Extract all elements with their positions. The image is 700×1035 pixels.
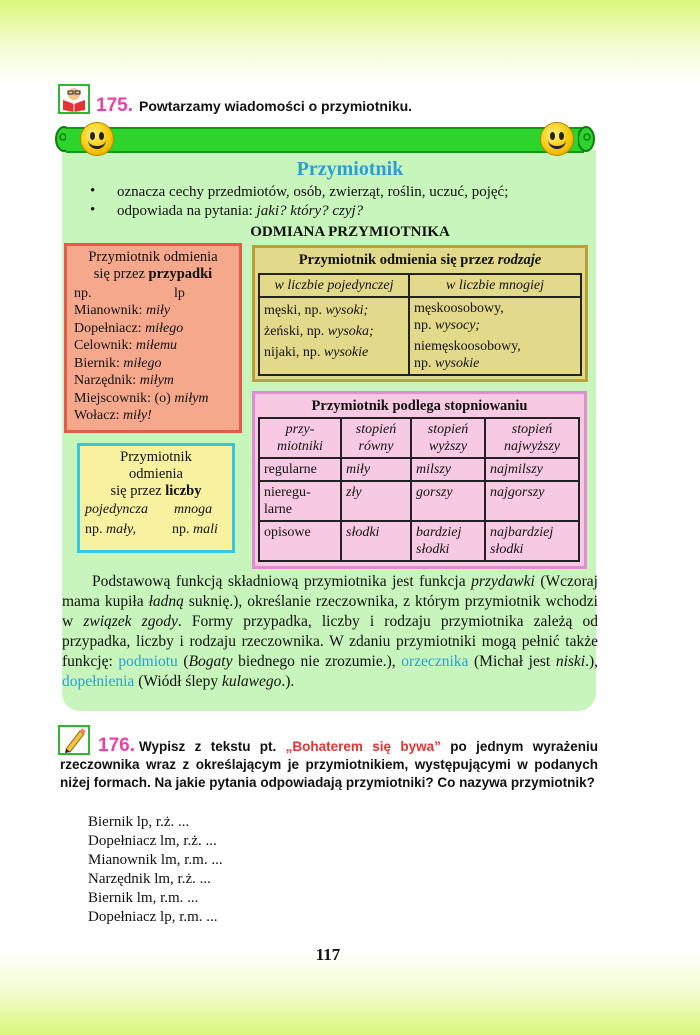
table-row: regularne miły milszy najmilszy (259, 458, 579, 481)
case-declension-box: Przymiotnik odmienia się przez przypadki np. lp Mianownik: miły Dopełniacz: miłego Celownik: miłemu Biernik: miłego Narzędnik: miłym Miejscownik: (o) miłym Wołacz: miły! (64, 243, 242, 433)
declension-heading: ODMIANA PRZYMIOTNIKA (250, 224, 450, 240)
exercise-175-number: 175. (96, 95, 133, 116)
case-row: Biernik: miłego (74, 355, 162, 371)
comparison-box: Przymiotnik podlega stopniowaniu przy- miotniki stopień równy stopień wyższy stopień najwyższy regularne miły milszy najmilszy nieregu- larne zły gorszy najgorszy opisowe słodki bardziej słodki najbardziej słodki (252, 391, 587, 569)
exercise-176-text: 176. Wypisz z tekstu pt. „Bohaterem się bywa” po jednym wyrażeniu rzeczownika wraz z określającym je przymiotnikiem, występującymi w podanych niżej formach. Na jakie pytania odpowiadają przymiotniki? Co nazywa przymiotnik? (60, 735, 598, 790)
task-line: Dopełniacz lp, r.m. ... (88, 909, 218, 925)
bullet-text-1: oznacza cechy przedmiotów, osób, zwierząt, roślin, uczuć, pojęć; (117, 184, 509, 200)
gender-table: w liczbie pojedynczej w liczbie mnogiej męski, np. wysoki; żeński, np. wysoka; nijaki, np. wysokie męskoosobowy, np. wysocy; niemęskoosobowy, np. wysokie (258, 273, 582, 376)
case-row: Dopełniacz: miłego (74, 320, 184, 336)
smiley-icon (80, 122, 114, 156)
bullet-text-2: odpowiada na pytania: jaki? który? czyj? (117, 203, 364, 219)
scroll-banner (52, 124, 598, 154)
bullet-icon: • (90, 183, 96, 199)
table-row: opisowe słodki bardziej słodki najbardziej słodki (259, 521, 579, 561)
case-row: Wołacz: miły! (74, 408, 152, 423)
task-line: Dopełniacz lm, r.ż. ... (88, 833, 217, 849)
smiley-icon (540, 122, 574, 156)
comparison-table: przy- miotniki stopień równy stopień wyższy stopień najwyższy regularne miły milszy najmilszy nieregu- larne zły gorszy najgorszy opisowe słodki bardziej słodki najbardziej słodki (258, 417, 580, 562)
gender-declension-box: Przymiotnik odmienia się przez rodzaje w liczbie pojedynczej w liczbie mnogiej męski, np. wysoki; żeński, np. wysoka; nijaki, np. wysokie męskoosobowy, np. wysocy; niemęskoosobowy, np. wysokie (252, 245, 588, 382)
task-line: Biernik lm, r.m. ... (88, 890, 199, 906)
panel-heading: Przymiotnik (296, 158, 404, 180)
task-line: Narzędnik lm, r.ż. ... (88, 871, 211, 887)
case-row: Mianownik: miły (74, 303, 171, 318)
task-line: Biernik lp, r.ż. ... (88, 814, 190, 830)
body-paragraph: Podstawową funkcją składniową przymiotnika jest funkcja przydawki (Wczoraj mama kupiła ładną suknię.), określanie rzeczownika, z którym przymiotnik wchodzi w związek zgody. Formy przypadka, liczby i rodzaju przymiotnika zależą od przypadka, liczby i rodzaju rzeczownika. W zdaniu przymiotniki mogą pełnić także funkcję: podmiotu (Bogaty biednego nie zrozumie.), orzecznika (Michał jest niski.), dopełnienia (Wiódł ślepy kulawego.). (62, 573, 599, 690)
case-row: Miejscownik: (o) miłym (74, 390, 209, 406)
case-row: Narzędnik: miłym (74, 373, 174, 388)
bullet-icon: • (90, 202, 96, 218)
reading-child-icon (58, 84, 90, 114)
number-declension-box: Przymiotnik odmienia się przez liczby pojedyncza mnoga np. mały, np. mali (77, 443, 235, 553)
exercise-175-title: Powtarzamy wiadomości o przymiotniku. (139, 98, 413, 114)
task-line: Mianownik lm, r.m. ... (88, 852, 223, 868)
table-row: nieregu- larne zły gorszy najgorszy (259, 481, 579, 521)
page-number: 117 (315, 945, 341, 964)
case-box-title: Przymiotnik odmienia (88, 249, 218, 265)
case-row: Celownik: miłemu (74, 338, 178, 353)
